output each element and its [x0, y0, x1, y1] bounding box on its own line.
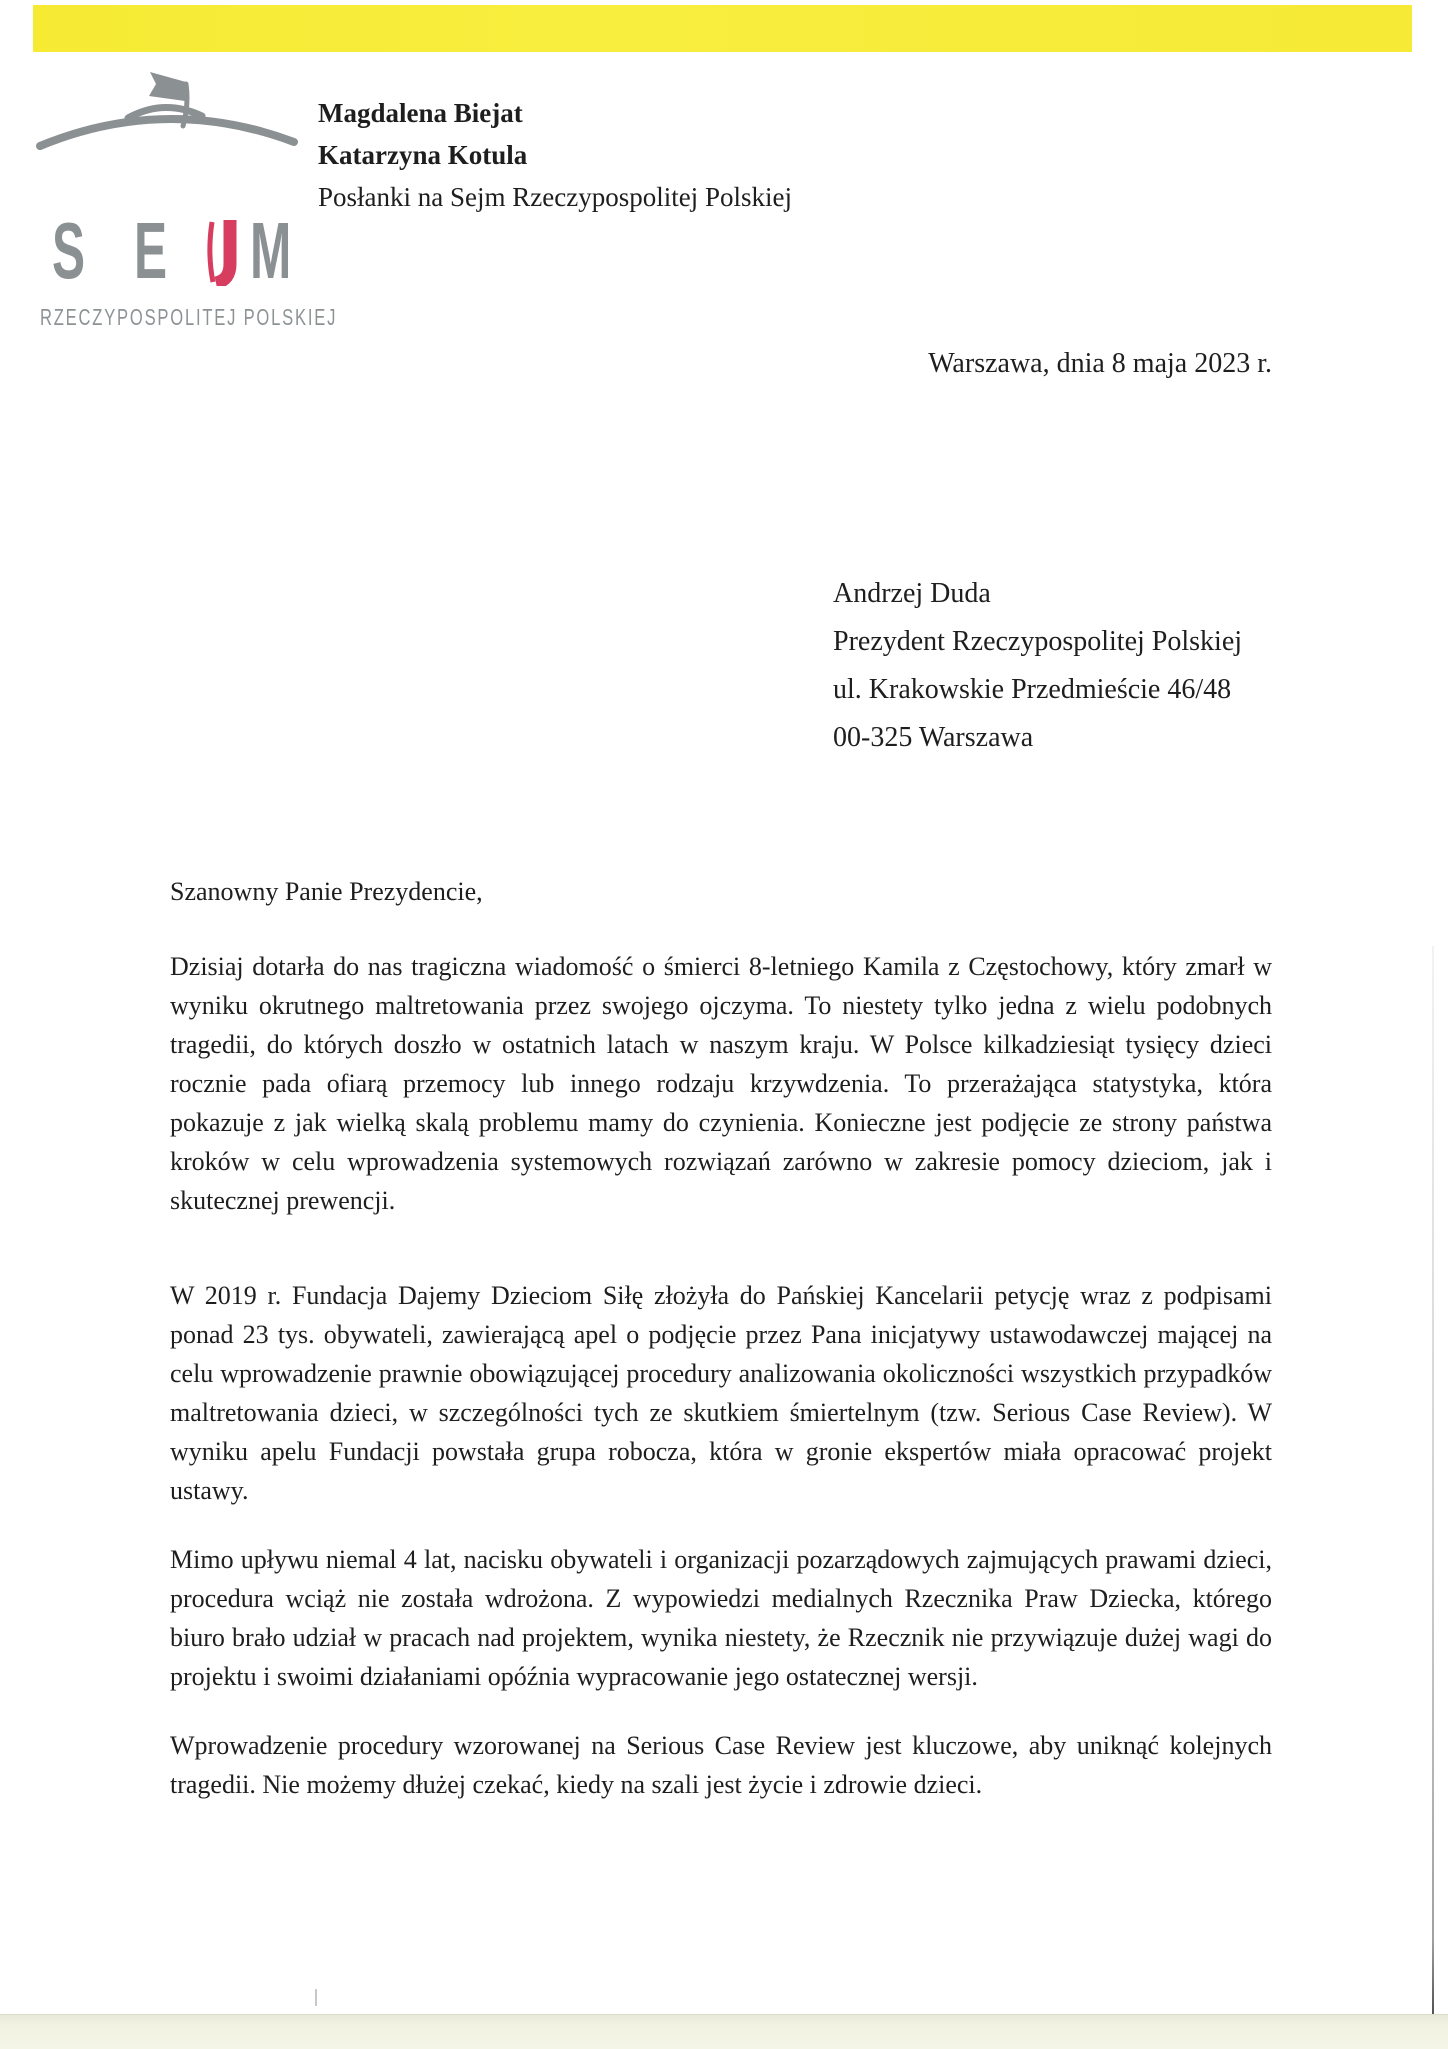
paragraph-1: Dzisiaj dotarła do nas tragiczna wiadomość o śmierci 8-letniego Kamila z Częstochowy, który zmarł w wyniku okrutnego maltretowania przez swojego ojczyma. To niestety tylko jedna z wielu podobnych tragedii, do których doszło w ostatnich latach w naszym kraju. W Polsce kilkadziesiąt tysięcy dzieci rocznie pada ofiarą przemocy lub innego rodzaju krzywdzenia. To przerażająca statystyka, która pokazuje z jak wielką skalą problemu mamy do czynienia. Konieczne jest podjęcie ze strony państwa kroków w celu wprowadzenia systemowych rozwiązań zarówno w zakresie pomocy dzieciom, jak i skutecznej prewencji. — [170, 952, 1272, 1215]
sender-name-1: Magdalena Biejat — [318, 98, 523, 128]
sejm-logo — [36, 68, 338, 330]
paragraph-2: W 2019 r. Fundacja Dajemy Dzieciom Siłę złożyła do Pańskiej Kancelarii petycję wraz z podpisami ponad 23 tys. obywateli, zawierającą apel o podjęcie przez Pana inicjatywy ustawodawczej mającej na celu wprowadzenie prawnie obowiązującej procedury analizowania okoliczności wszystkich przypadków maltretowania dzieci, w szczególności tych ze skutkiem śmiertelnym (tzw. Serious Case Review). W wyniku apelu Fundacji powstała grupa robocza, która w gronie ekspertów miała opracować projekt ustawy. — [170, 1281, 1272, 1505]
recipient-block — [833, 570, 1242, 762]
sender-role: Posłanki na Sejm Rzeczypospolitej Polskiej — [318, 182, 792, 212]
scan-edge-line — [1432, 946, 1434, 2026]
bottom-highlight-band — [0, 2014, 1448, 2049]
letter-body — [170, 872, 1272, 1804]
sejm-dome-icon — [36, 68, 306, 218]
scan-tick-artifact — [315, 1989, 317, 2006]
paragraph-3: Mimo upływu niemal 4 lat, nacisku obywateli i organizacji pozarządowych zajmujących prawami dzieci, procedura wciąż nie została wdrożona. Z wypowiedzi medialnych Rzecznika Praw Dziecka, którego biuro brało udział w pracach nad projektem, wynika niestety, że Rzecznik nie przywiązuje dużej wagi do projektu i swoimi działaniami opóźnia wypracowanie jego ostatecznej wersji. — [170, 1545, 1272, 1691]
logo-letter-j-icon — [204, 220, 238, 286]
recipient-name: Andrzej Duda — [833, 578, 991, 609]
dateline: Warszawa, dnia 8 maja 2023 r. — [928, 348, 1272, 379]
paragraph-4: Wprowadzenie procedury wzorowanej na Serious Case Review jest kluczowe, aby uniknąć kolejnych tragedii. Nie możemy dłużej czekać, kiedy na szali jest życie i zdrowie dzieci. — [170, 1731, 1272, 1799]
logo-letter-m: M — [250, 206, 292, 295]
logo-letter-s: S — [52, 206, 86, 295]
dome-lower-arc — [40, 119, 294, 146]
recipient-street: ul. Krakowskie Przedmieście 46/48 — [833, 674, 1232, 705]
logo-subtitle: RZECZYPOSPOLITEJ POLSKIEJ — [40, 304, 338, 330]
salutation: Szanowny Panie Prezydencie, — [170, 877, 483, 906]
recipient-city: 00-325 Warszawa — [833, 722, 1034, 753]
recipient-title: Prezydent Rzeczypospolitej Polskiej — [833, 626, 1243, 657]
sender-name-2: Katarzyna Kotula — [318, 140, 528, 170]
sender-block — [318, 92, 792, 218]
flag-icon — [149, 72, 186, 101]
logo-letter-e: E — [134, 206, 168, 295]
top-highlight-bar — [33, 5, 1412, 52]
